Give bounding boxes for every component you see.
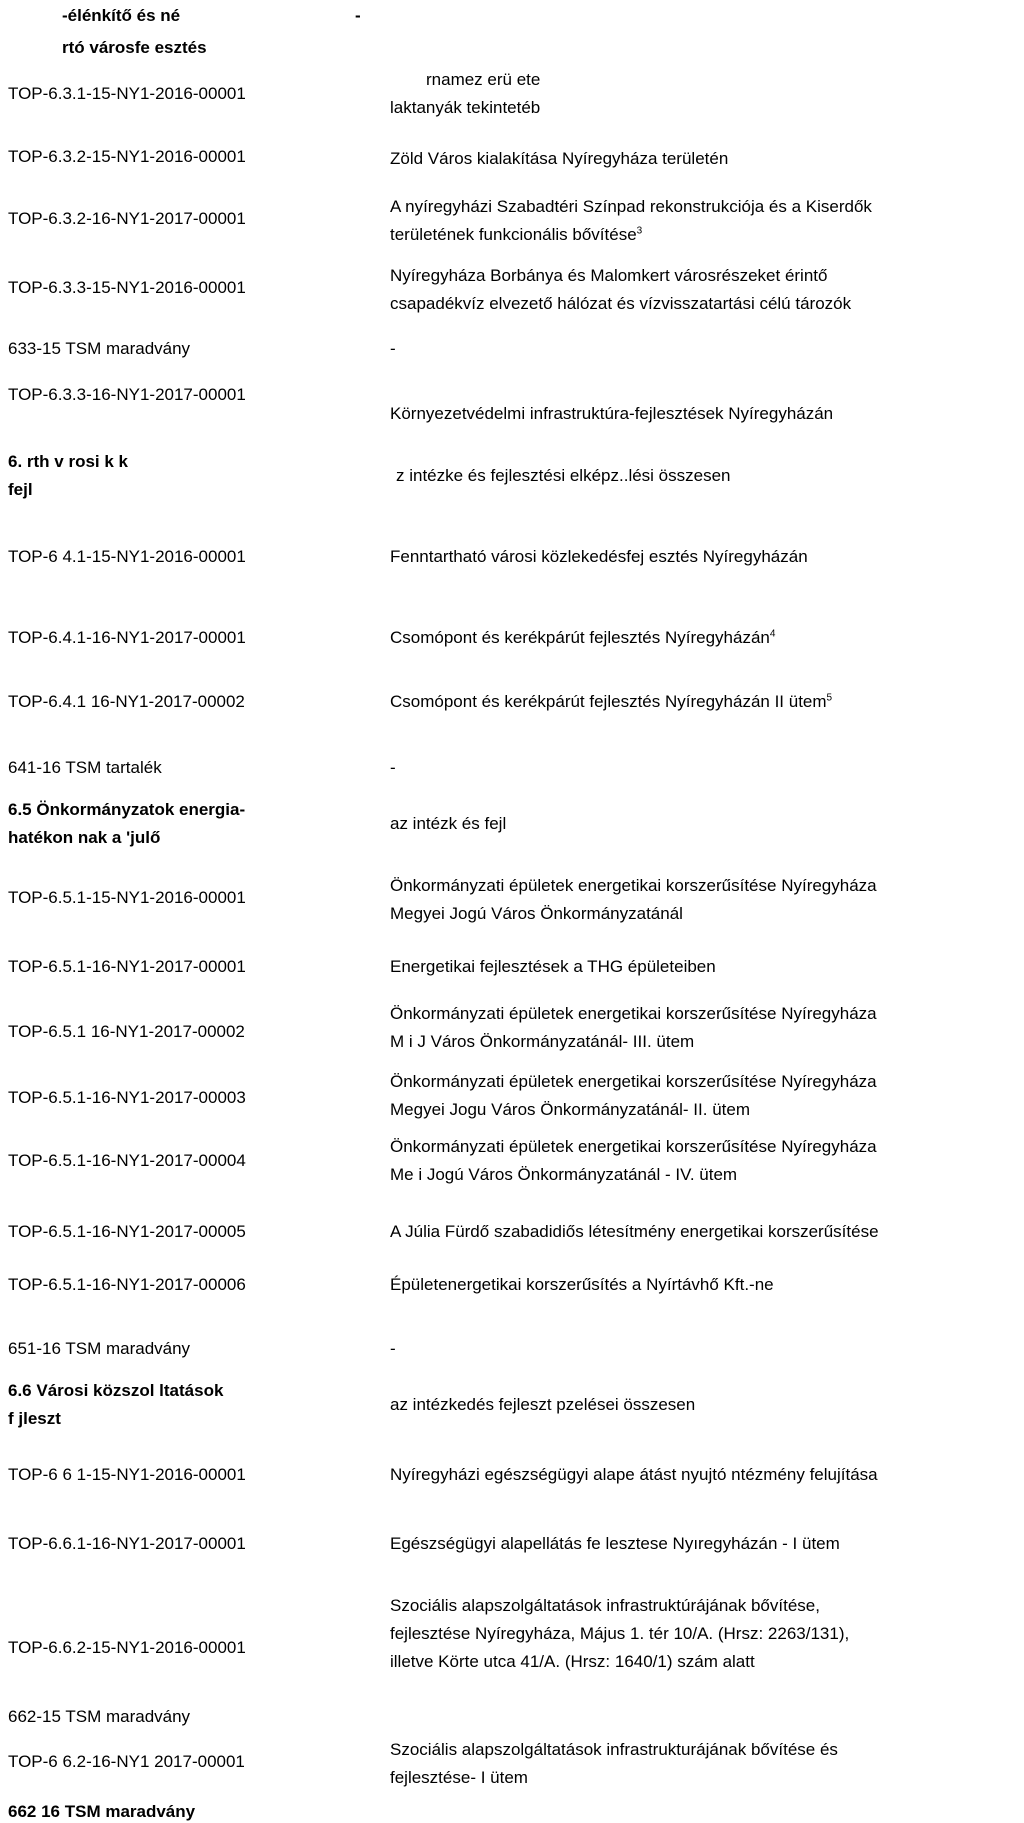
project-description: Szociális alapszolgáltatások infrastruktúrájának bővítése, fejlesztése Nyíregyháza, Május 1. tér 10/A. (Hrsz: 2263/131), illetve Körte utca 41/A. (Hrsz: 1640/1) szám alatt xyxy=(390,1596,850,1671)
project-code: 662 16 TSM maradvány xyxy=(8,1802,196,1821)
project-code: TOP-6.3.3-15-NY1-2016-00001 xyxy=(8,278,246,297)
project-code: 651-16 TSM maradvány xyxy=(8,1339,191,1358)
project-description: Szociális alapszolgáltatások infrastrukturájának bővítése és fejlesztése- I ütem xyxy=(390,1740,838,1787)
footnote-marker: 5 xyxy=(826,692,833,704)
project-description: Csomópont és kerékpárút fejlesztés Nyíregyházán$^4$ xyxy=(390,628,776,647)
section-heading-dash: - xyxy=(355,6,361,25)
section-heading: 6.5 Önkormányzatok energia- hatékon nak a 'julő xyxy=(8,800,246,847)
project-description: Csomópont és kerékpárút fejlesztés Nyíregyházán II ütem$^5$ xyxy=(390,692,833,711)
project-code: TOP-6 6 1-15-NY1-2016-00001 xyxy=(8,1465,246,1484)
project-description: z intézke és fejlesztési elképz..lési összesen xyxy=(396,466,731,485)
project-description: Nyíregyházi egészségügyi alape átást nyujtó ntézmény felujítása xyxy=(390,1465,878,1484)
project-description: Egészségügyi alapellátás fe lesztese Nyıregyházán - I ütem xyxy=(390,1534,840,1553)
project-code: 633-15 TSM maradvány xyxy=(8,339,191,358)
project-code: TOP-6.6.2-15-NY1-2016-00001 xyxy=(8,1638,246,1657)
section-heading-line-1: -élénkítő és né xyxy=(62,6,181,25)
project-description: rnamez erü ete laktanyák tekintetéb xyxy=(390,70,541,117)
project-description: A nyíregyházi Szabadtéri Színpad rekonstrukciója és a Kiserdők területének funkcionális bővítése$^3$ xyxy=(390,197,872,244)
project-description: Önkormányzati épületek energetikai korszerűsítése Nyíregyháza Me i Jogú Város Önkormányzatánál - IV. ütem xyxy=(390,1137,877,1184)
project-description: Épületenergetikai korszerűsítés a Nyírtávhő Kft.-ne xyxy=(390,1275,774,1294)
project-code: TOP-6.3.2-16-NY1-2017-00001 xyxy=(8,209,246,228)
project-description: - xyxy=(390,339,396,358)
project-code: TOP-6.4.1 16-NY1-2017-00002 xyxy=(8,692,245,711)
project-description: az intézkedés fejleszt pzelései összesen xyxy=(390,1395,696,1414)
section-heading: 6.6 Városi közszol ltatások f jleszt xyxy=(8,1381,224,1428)
project-code: TOP-6.3.3-16-NY1-2017-00001 xyxy=(8,385,246,404)
section-heading-line-2: rtó városfe esztés xyxy=(62,38,207,57)
project-description: - xyxy=(390,758,396,777)
project-code: TOP-6.5.1-16-NY1-2017-00005 xyxy=(8,1222,246,1241)
project-description: A Júlia Fürdő szabadidiős létesítmény energetikai korszerűsítése xyxy=(390,1222,879,1241)
project-code: TOP-6.5.1 16-NY1-2017-00002 xyxy=(8,1022,245,1041)
project-description: Fenntartható városi közlekedésfej esztés Nyíregyházán xyxy=(390,547,808,566)
project-description: Önkormányzati épületek energetikai korszerűsítése Nyíregyháza Megyei Jogú Város Önkormányzatánál xyxy=(390,876,877,923)
project-code: TOP-6.3.2-15-NY1-2016-00001 xyxy=(8,147,246,166)
project-code: TOP-6.5.1-16-NY1-2017-00001 xyxy=(8,957,246,976)
footnote-marker: 3 xyxy=(636,225,643,237)
project-code: TOP-6.5.1-16-NY1-2017-00003 xyxy=(8,1088,246,1107)
project-code: TOP-6 4.1-15-NY1-2016-00001 xyxy=(8,547,246,566)
footnote-marker: 4 xyxy=(769,628,776,640)
project-code: TOP-6.6.1-16-NY1-2017-00001 xyxy=(8,1534,246,1553)
project-code: TOP-6 6.2-16-NY1 2017-00001 xyxy=(8,1752,245,1771)
project-description: Önkormányzati épületek energetikai korszerűsítése Nyíregyháza M i J Város Önkormányzatánál- III. ütem xyxy=(390,1004,877,1051)
project-description: Energetikai fejlesztések a THG épületeiben xyxy=(390,957,716,976)
project-description: az intézk és fejl xyxy=(390,814,507,833)
project-code: TOP-6.5.1-16-NY1-2017-00006 xyxy=(8,1275,246,1294)
project-code: TOP-6.5.1-16-NY1-2017-00004 xyxy=(8,1151,246,1170)
project-description: Környezetvédelmi infrastruktúra-fejlesztések Nyíregyházán xyxy=(390,404,834,423)
project-code: TOP-6.3.1-15-NY1-2016-00001 xyxy=(8,84,246,103)
project-description: Nyíregyháza Borbánya és Malomkert városrészeket érintő csapadékvíz elvezető hálózat és vízvisszatartási célú tározók xyxy=(390,266,852,313)
project-code: TOP-6.4.1-16-NY1-2017-00001 xyxy=(8,628,246,647)
project-code: 662-15 TSM maradvány xyxy=(8,1707,191,1726)
project-code: 641-16 TSM tartalék xyxy=(8,758,162,777)
project-description: Önkormányzati épületek energetikai korszerűsítése Nyíregyháza Megyei Jogu Város Önkormányzatánál- II. ütem xyxy=(390,1072,877,1119)
project-description: - xyxy=(390,1339,396,1358)
project-description: Zöld Város kialakítása Nyíregyháza területén xyxy=(390,149,729,168)
project-code: TOP-6.5.1-15-NY1-2016-00001 xyxy=(8,888,246,907)
section-heading: 6. rth v rosi k k fejl xyxy=(8,452,128,499)
